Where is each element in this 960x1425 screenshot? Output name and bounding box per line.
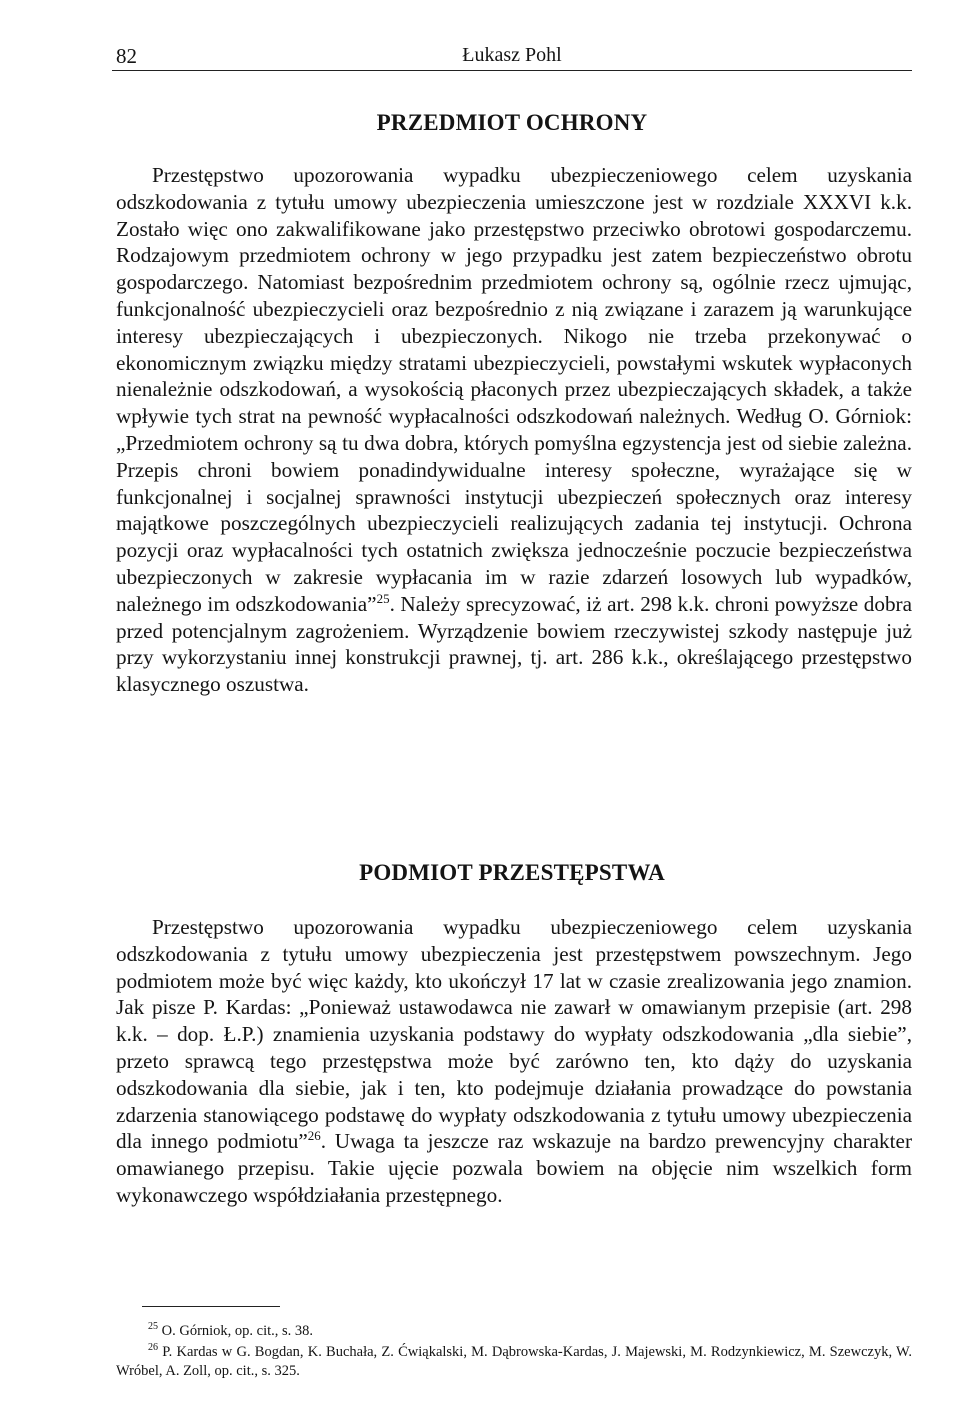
footnote-ref-26[interactable]: 26 [307,1128,321,1144]
section-title-podmiot-przestepstwa: PODMIOT PRZESTĘPSTWA [359,860,665,885]
paragraph-przedmiot-ochrony [116,162,912,698]
page-number: 82 [116,44,137,68]
page-header [112,44,912,71]
footnote-separator [142,1306,280,1307]
paragraph-text-continued: . Uwaga ta jeszcze raz wskazuje na bardzo prewencyjny charakter omawianego przepisu. Takie ujęcie pozwala bowiem na objęcie nim wszelkich form wykonawczego współdziałania przestępnego. [116,1129,912,1207]
paragraph-text: Przestępstwo upozorowania wypadku ubezpieczeniowego celem uzyskania odszkodowania z tytułu umowy ubezpieczenia jest przestępstwem powszechnym. Jego podmiotem może być więc każdy, kto ukończył 17 lat w czasie zrealizowania jego znamion. Jak pisze P. Kardas: „Ponieważ ustawodawca nie zawarł w omawianym przepisie (art. 298 k.k. – dop. Ł.P.) znamienia uzyskania podstawy do wypłaty odszkodowania „dla siebie”, przeto sprawcą tego przestępstwa może być zarówno ten, kto dąży do uzyskania odszkodowania dla siebie, jak i ten, kto podejmuje działania prowadzące do powstania zdarzenia stanowiącego podstawę do wypłaty odszkodowania z tytułu umowy ubezpieczenia dla innego podmiotu” [116,915,912,1154]
footnote-text: P. Kardas w G. Bogdan, K. Buchała, Z. Ćwiąkalski, M. Dąbrowska-Kardas, J. Majewski, M. Rodzynkiewicz, M. Szewczyk, W. Wróbel, A. Zoll, op. cit., s. 325. [116,1344,913,1379]
running-head-author: Łukasz Pohl [462,44,562,66]
footnote-text: O. Górniok, op. cit., s. 38. [161,1323,314,1339]
footnote-25 [116,1322,912,1341]
paragraph-text: Przestępstwo upozorowania wypadku ubezpieczeniowego celem uzyskania odszkodowania z tytułu umowy ubezpieczenia umieszczone jest w rozdziale XXXVI k.k. Zostało więc ono zakwalifikowane jako przestępstwo przeciwko obrotowi gospodarczemu. Rodzajowym przedmiotem ochrony w jego przypadku jest zatem bezpieczeństwo obrotu gospodarczego. Natomiast bezpośrednim przedmiotem ochrony są, ogólnie rzecz ujmując, funkcjonalność ubezpieczycieli oraz bezpośrednio z nią związane i zarazem ją warunkujące interesy ubezpieczających i ubezpieczonych. Nikogo nie trzeba przekonywać o ekonomicznym związku między stratami ubezpieczycieli, powstałymi wskutek wypłaconych nienależnie odszkodowań, a wysokością płaconych przez ubezpieczających składek, a także wpływie tych strat na pewność wypłacalności odszkodowań należnych. Według O. Górniok: „Przedmiotem ochrony są tu dwa dobra, których pomyślna egzystencja jest od siebie zależna. Przepis chroni bowiem ponadindywidualne interesy społeczne, wyrażające się w funkcjonalnej i socjalnej sprawności instytucji ubezpieczeń społecznych oraz interesy majątkowe poszczególnych ubezpieczycieli realizujących zadania tej instytucji. Ochrona pozycji oraz wypłacalności tych ostatnich zwiększa jednocześnie poczucie bezpieczeństwa ubezpieczonych w zakresie wypłacania im w razie zdarzeń losowych lub wypadków, należnego im odszkodowania” [116,163,912,616]
section-title-przedmiot-ochrony: PRZEDMIOT OCHRONY [376,110,648,135]
footnote-ref-25[interactable]: 25 [376,590,390,606]
paragraph-text-continued: . Należy sprecyzować, iż art. 298 k.k. chroni powyższe dobra przed potencjalnym zagrożeniem. Wyrządzenie bowiem rzeczywistej szkody następuje już przy wykorzystaniu innej konstrukcji prawnej, tj. art. 286 k.k., określającego przestępstwo klasycznego oszustwa. [116,591,912,697]
footnote-number: 26 [148,1342,158,1354]
paragraph-podmiot-przestepstwa [116,914,912,1209]
footnote-number: 25 [148,1321,158,1333]
footnote-26 [116,1343,912,1381]
